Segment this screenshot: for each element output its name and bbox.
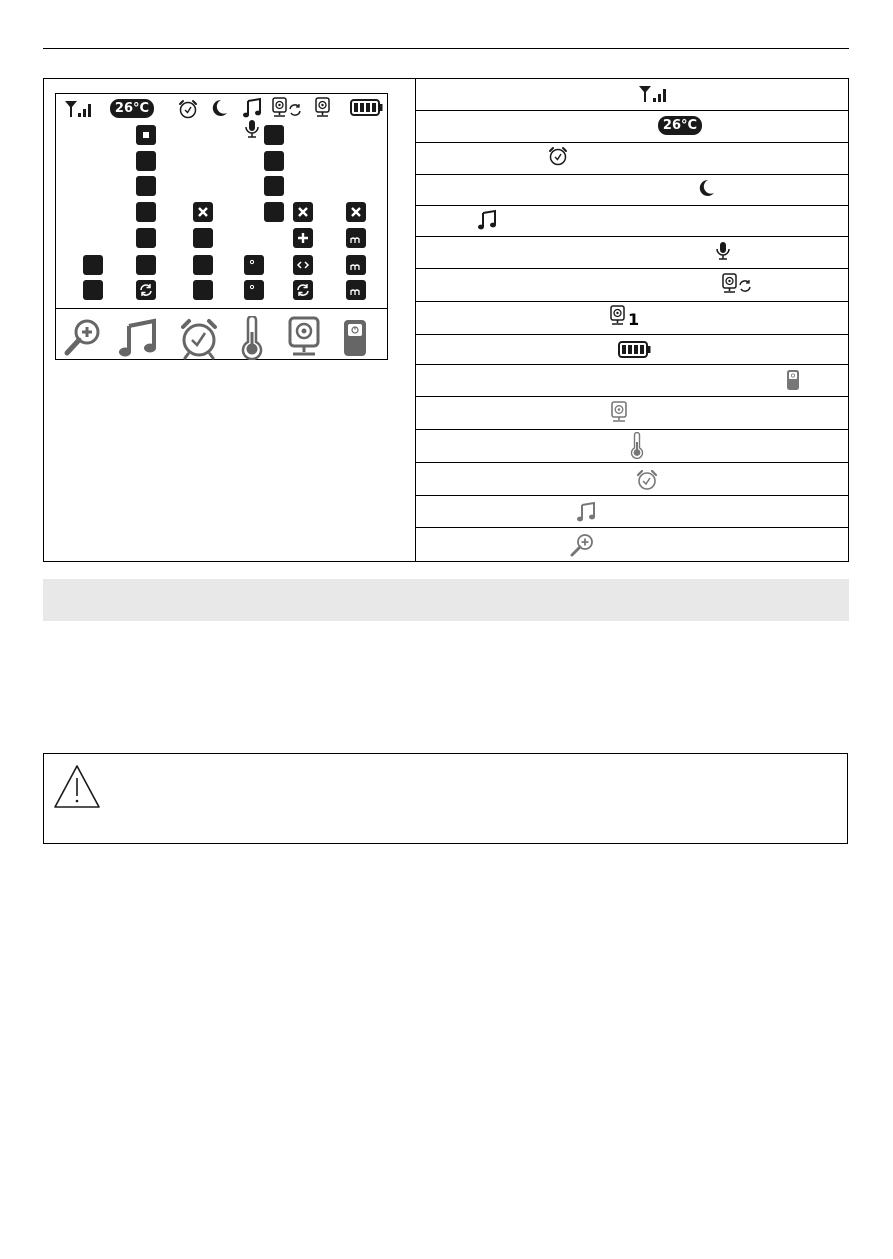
menu-block (193, 228, 213, 248)
menu-block (83, 255, 103, 275)
memory-block (346, 255, 366, 275)
menu-block (136, 202, 156, 222)
menu-block (136, 151, 156, 171)
legend-row-divider (415, 174, 849, 175)
cycle-block (293, 280, 313, 300)
temperature-icon: 26°C (658, 116, 702, 135)
menu-block (136, 255, 156, 275)
camera-unit-icon (610, 401, 628, 425)
camera-cycle-icon (272, 97, 304, 119)
legend-row-divider (415, 527, 849, 528)
menu-block (264, 176, 284, 196)
legend-row-divider (415, 268, 849, 269)
battery-icon (618, 341, 652, 359)
memory-block (346, 228, 366, 248)
menu-block (264, 202, 284, 222)
temperature-badge: 26°C (110, 99, 154, 118)
icon-table (43, 78, 849, 562)
legend-row-divider (415, 205, 849, 206)
legend-row-divider (415, 462, 849, 463)
alarm-icon (177, 316, 221, 360)
close-block (346, 202, 366, 222)
legend-row-divider (415, 495, 849, 496)
alarm-clock-icon (635, 468, 659, 492)
parent-unit-icon (342, 318, 368, 358)
microphone-icon (715, 241, 731, 261)
legend-row-divider (415, 429, 849, 430)
cycle-block (136, 280, 156, 300)
column-divider (415, 79, 416, 561)
menu-block (193, 280, 213, 300)
menu-block (264, 151, 284, 171)
legend-row-divider (415, 301, 849, 302)
camera-scan-icon (722, 273, 754, 295)
legend-row-divider (415, 364, 849, 365)
close-block (293, 202, 313, 222)
zoom-icon (569, 532, 595, 558)
stop-block (136, 125, 156, 145)
legend-row-divider (415, 142, 849, 143)
lullaby-icon (476, 209, 498, 231)
alarm-icon (547, 145, 569, 167)
camera-unit-icon (287, 316, 321, 358)
night-mode-icon (696, 178, 716, 198)
menu-block (136, 228, 156, 248)
alarm-clock-icon (177, 98, 199, 120)
signal-icon (64, 99, 92, 119)
music-icon (118, 318, 158, 358)
menu-block (83, 280, 103, 300)
parent-unit-icon (786, 369, 800, 391)
signal-icon (638, 84, 668, 104)
thermometer-icon (630, 432, 644, 460)
close-block (193, 202, 213, 222)
left-right-block (293, 255, 313, 275)
top-rule (43, 48, 849, 49)
lcd-screen (55, 93, 388, 360)
section-header-bar (43, 579, 849, 621)
thermometer-icon (240, 316, 264, 360)
legend-row-divider (415, 236, 849, 237)
legend-row-divider (415, 110, 849, 111)
memory-block (346, 280, 366, 300)
plus-block (293, 228, 313, 248)
zoom-icon (63, 317, 103, 357)
menu-block (264, 125, 284, 145)
menu-block (136, 176, 156, 196)
dot-block (244, 255, 264, 275)
moon-icon (209, 98, 229, 118)
music-icon (575, 501, 597, 523)
microphone-icon (244, 119, 260, 139)
screen-divider (56, 308, 387, 309)
battery-icon (350, 99, 384, 117)
music-note-icon (241, 97, 263, 119)
camera-icon (314, 97, 332, 119)
legend-row-divider (415, 334, 849, 335)
menu-block (193, 255, 213, 275)
warning-box (43, 753, 848, 844)
warning-triangle-icon (53, 764, 101, 810)
camera-1-icon: 1 (609, 305, 643, 331)
legend-row-divider (415, 396, 849, 397)
dot-block (244, 280, 264, 300)
